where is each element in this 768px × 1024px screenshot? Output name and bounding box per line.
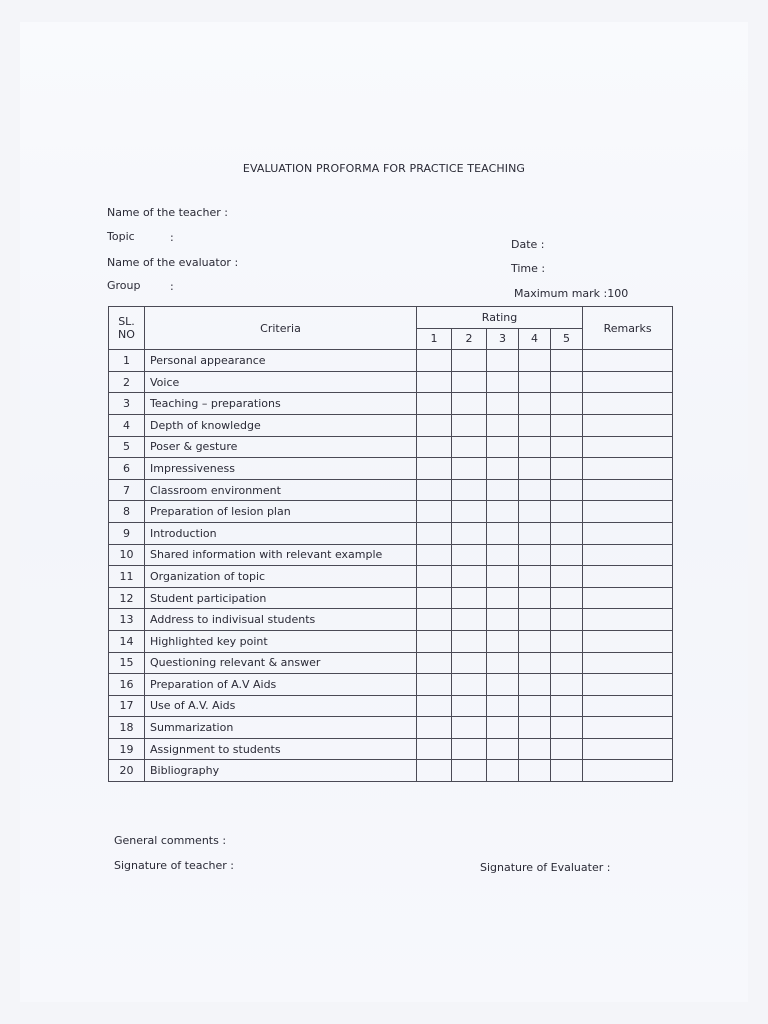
- row-criteria: Depth of knowledge: [145, 414, 417, 436]
- remarks-cell[interactable]: [583, 350, 673, 372]
- rating-cell-4[interactable]: [519, 414, 551, 436]
- rating-cell-1[interactable]: [417, 695, 452, 717]
- row-number: 3: [109, 393, 145, 415]
- rating-cell-1[interactable]: [417, 501, 452, 523]
- row-criteria: Classroom environment: [145, 479, 417, 501]
- rating-cell-5[interactable]: [551, 479, 583, 501]
- rating-cell-4[interactable]: [519, 566, 551, 588]
- remarks-cell[interactable]: [583, 652, 673, 674]
- table-row: [109, 695, 673, 717]
- rating-cell-1[interactable]: [417, 652, 452, 674]
- row-number: 12: [109, 587, 145, 609]
- rating-cell-5[interactable]: [551, 544, 583, 566]
- table-row: [109, 544, 673, 566]
- remarks-cell[interactable]: [583, 695, 673, 717]
- rating-cell-2[interactable]: [452, 760, 487, 782]
- rating-cell-4[interactable]: [519, 674, 551, 696]
- row-criteria: Assignment to students: [145, 738, 417, 760]
- table-row: [109, 717, 673, 739]
- rating-cell-2[interactable]: [452, 522, 487, 544]
- rating-cell-1[interactable]: [417, 738, 452, 760]
- rating-cell-1[interactable]: [417, 436, 452, 458]
- remarks-cell[interactable]: [583, 371, 673, 393]
- rating-col-4: 4: [519, 328, 551, 350]
- teacher-name-label: Name of the teacher :: [107, 206, 228, 219]
- table-row: [109, 436, 673, 458]
- rating-cell-2[interactable]: [452, 458, 487, 480]
- remarks-cell[interactable]: [583, 717, 673, 739]
- rating-cell-5[interactable]: [551, 458, 583, 480]
- row-number: 17: [109, 695, 145, 717]
- criteria-header: Criteria: [145, 307, 417, 350]
- rating-col-3: 3: [487, 328, 519, 350]
- rating-cell-5[interactable]: [551, 350, 583, 372]
- remarks-cell[interactable]: [583, 501, 673, 523]
- rating-header: Rating: [417, 307, 583, 329]
- rating-col-1: 1: [417, 328, 452, 350]
- remarks-cell[interactable]: [583, 674, 673, 696]
- rating-cell-3[interactable]: [487, 544, 519, 566]
- row-number: 8: [109, 501, 145, 523]
- rating-cell-4[interactable]: [519, 501, 551, 523]
- rating-cell-2[interactable]: [452, 609, 487, 631]
- rating-cell-3[interactable]: [487, 695, 519, 717]
- rating-cell-1[interactable]: [417, 393, 452, 415]
- row-criteria: Bibliography: [145, 760, 417, 782]
- rating-cell-4[interactable]: [519, 760, 551, 782]
- rating-cell-3[interactable]: [487, 350, 519, 372]
- rating-cell-5[interactable]: [551, 501, 583, 523]
- rating-cell-3[interactable]: [487, 522, 519, 544]
- rating-cell-4[interactable]: [519, 479, 551, 501]
- table-row: [109, 652, 673, 674]
- rating-cell-3[interactable]: [487, 630, 519, 652]
- rating-cell-2[interactable]: [452, 414, 487, 436]
- evaluation-table: [108, 306, 673, 782]
- rating-cell-1[interactable]: [417, 566, 452, 588]
- rating-cell-5[interactable]: [551, 566, 583, 588]
- rating-cell-1[interactable]: [417, 414, 452, 436]
- rating-cell-1[interactable]: [417, 544, 452, 566]
- rating-cell-3[interactable]: [487, 458, 519, 480]
- rating-cell-5[interactable]: [551, 760, 583, 782]
- rating-cell-3[interactable]: [487, 501, 519, 523]
- rating-cell-5[interactable]: [551, 738, 583, 760]
- row-number: 4: [109, 414, 145, 436]
- table-row: [109, 674, 673, 696]
- rating-cell-2[interactable]: [452, 695, 487, 717]
- rating-cell-4[interactable]: [519, 695, 551, 717]
- row-number: 11: [109, 566, 145, 588]
- rating-cell-3[interactable]: [487, 393, 519, 415]
- rating-cell-4[interactable]: [519, 436, 551, 458]
- remarks-header: Remarks: [583, 307, 673, 350]
- row-number: 20: [109, 760, 145, 782]
- rating-cell-2[interactable]: [452, 674, 487, 696]
- rating-cell-3[interactable]: [487, 587, 519, 609]
- rating-cell-2[interactable]: [452, 717, 487, 739]
- remarks-cell[interactable]: [583, 436, 673, 458]
- table-row: [109, 393, 673, 415]
- rating-cell-4[interactable]: [519, 544, 551, 566]
- row-number: 5: [109, 436, 145, 458]
- remarks-cell[interactable]: [583, 760, 673, 782]
- rating-cell-2[interactable]: [452, 738, 487, 760]
- form-title: EVALUATION PROFORMA FOR PRACTICE TEACHING: [242, 162, 526, 175]
- table-row: [109, 350, 673, 372]
- remarks-cell[interactable]: [583, 393, 673, 415]
- table-row: [109, 371, 673, 393]
- rating-cell-3[interactable]: [487, 414, 519, 436]
- rating-cell-4[interactable]: [519, 522, 551, 544]
- rating-cell-2[interactable]: [452, 544, 487, 566]
- rating-cell-4[interactable]: [519, 609, 551, 631]
- row-criteria: Highlighted key point: [145, 630, 417, 652]
- evaluator-signature-label: Signature of Evaluater :: [480, 861, 611, 874]
- remarks-cell[interactable]: [583, 522, 673, 544]
- row-number: 6: [109, 458, 145, 480]
- table-row: [109, 414, 673, 436]
- rating-cell-1[interactable]: [417, 717, 452, 739]
- rating-cell-1[interactable]: [417, 522, 452, 544]
- row-criteria: Impressiveness: [145, 458, 417, 480]
- rating-cell-1[interactable]: [417, 674, 452, 696]
- table-row: [109, 630, 673, 652]
- row-number: 13: [109, 609, 145, 631]
- rating-cell-5[interactable]: [551, 587, 583, 609]
- rating-cell-3[interactable]: [487, 760, 519, 782]
- rating-cell-5[interactable]: [551, 371, 583, 393]
- rating-cell-5[interactable]: [551, 414, 583, 436]
- row-number: 15: [109, 652, 145, 674]
- rating-cell-3[interactable]: [487, 609, 519, 631]
- table-row: [109, 587, 673, 609]
- rating-cell-5[interactable]: [551, 609, 583, 631]
- row-criteria: Poser & gesture: [145, 436, 417, 458]
- row-criteria: Personal appearance: [145, 350, 417, 372]
- row-criteria: Introduction: [145, 522, 417, 544]
- row-number: 7: [109, 479, 145, 501]
- evaluator-name-label: Name of the evaluator :: [107, 256, 239, 269]
- row-criteria: Voice: [145, 371, 417, 393]
- maximum-mark-label: Maximum mark :100: [514, 287, 629, 300]
- rating-cell-1[interactable]: [417, 609, 452, 631]
- rating-cell-4[interactable]: [519, 717, 551, 739]
- remarks-cell[interactable]: [583, 630, 673, 652]
- rating-cell-5[interactable]: [551, 522, 583, 544]
- rating-cell-1[interactable]: [417, 760, 452, 782]
- row-criteria: Student participation: [145, 587, 417, 609]
- row-number: 14: [109, 630, 145, 652]
- rating-cell-1[interactable]: [417, 458, 452, 480]
- rating-cell-4[interactable]: [519, 350, 551, 372]
- rating-cell-3[interactable]: [487, 566, 519, 588]
- rating-cell-2[interactable]: [452, 652, 487, 674]
- row-criteria: Teaching – preparations: [145, 393, 417, 415]
- table-row: [109, 609, 673, 631]
- row-number: 10: [109, 544, 145, 566]
- rating-cell-2[interactable]: [452, 371, 487, 393]
- rating-cell-2[interactable]: [452, 350, 487, 372]
- group-label: Group: [107, 279, 141, 292]
- rating-cell-5[interactable]: [551, 717, 583, 739]
- rating-cell-1[interactable]: [417, 350, 452, 372]
- rating-cell-4[interactable]: [519, 630, 551, 652]
- rating-cell-3[interactable]: [487, 436, 519, 458]
- rating-cell-5[interactable]: [551, 695, 583, 717]
- rating-cell-1[interactable]: [417, 587, 452, 609]
- rating-cell-4[interactable]: [519, 587, 551, 609]
- remarks-cell[interactable]: [583, 587, 673, 609]
- sl-no-header: [109, 307, 145, 350]
- remarks-cell[interactable]: [583, 738, 673, 760]
- rating-cell-5[interactable]: [551, 393, 583, 415]
- rating-cell-2[interactable]: [452, 566, 487, 588]
- table-row: [109, 458, 673, 480]
- rating-cell-4[interactable]: [519, 393, 551, 415]
- rating-cell-3[interactable]: [487, 371, 519, 393]
- sl-header-line2: NO: [118, 328, 135, 342]
- row-criteria: Organization of topic: [145, 566, 417, 588]
- table-header-row: [109, 307, 673, 329]
- remarks-cell[interactable]: [583, 544, 673, 566]
- row-criteria: Summarization: [145, 717, 417, 739]
- row-criteria: Address to indivisual students: [145, 609, 417, 631]
- rating-cell-3[interactable]: [487, 479, 519, 501]
- rating-cell-4[interactable]: [519, 738, 551, 760]
- row-criteria: Questioning relevant & answer: [145, 652, 417, 674]
- row-criteria: Preparation of lesion plan: [145, 501, 417, 523]
- rating-cell-3[interactable]: [487, 652, 519, 674]
- rating-cell-4[interactable]: [519, 371, 551, 393]
- row-number: 9: [109, 522, 145, 544]
- row-criteria: Use of A.V. Aids: [145, 695, 417, 717]
- rating-cell-2[interactable]: [452, 501, 487, 523]
- rating-cell-3[interactable]: [487, 717, 519, 739]
- row-number: 16: [109, 674, 145, 696]
- sl-header-line1: SL.: [118, 315, 135, 329]
- row-criteria: Shared information with relevant example: [145, 544, 417, 566]
- rating-cell-2[interactable]: [452, 630, 487, 652]
- rating-cell-1[interactable]: [417, 630, 452, 652]
- teacher-signature-label: Signature of teacher :: [114, 859, 234, 872]
- time-label: Time :: [511, 262, 546, 275]
- general-comments-label: General comments :: [114, 834, 227, 847]
- rating-cell-1[interactable]: [417, 371, 452, 393]
- remarks-cell[interactable]: [583, 479, 673, 501]
- topic-colon: :: [170, 231, 174, 244]
- remarks-cell[interactable]: [583, 414, 673, 436]
- row-number: 19: [109, 738, 145, 760]
- rating-col-2: 2: [452, 328, 487, 350]
- group-colon: :: [170, 280, 174, 293]
- rating-col-5: 5: [551, 328, 583, 350]
- table-row: [109, 522, 673, 544]
- row-criteria: Preparation of A.V Aids: [145, 674, 417, 696]
- rating-cell-5[interactable]: [551, 436, 583, 458]
- table-row: [109, 479, 673, 501]
- remarks-cell[interactable]: [583, 609, 673, 631]
- table-row: [109, 760, 673, 782]
- rating-cell-5[interactable]: [551, 674, 583, 696]
- table-row: [109, 738, 673, 760]
- rating-cell-2[interactable]: [452, 436, 487, 458]
- row-number: 2: [109, 371, 145, 393]
- row-number: 18: [109, 717, 145, 739]
- rating-cell-4[interactable]: [519, 458, 551, 480]
- rating-cell-2[interactable]: [452, 479, 487, 501]
- rating-cell-2[interactable]: [452, 393, 487, 415]
- rating-cell-3[interactable]: [487, 738, 519, 760]
- table-row: [109, 566, 673, 588]
- row-number: 1: [109, 350, 145, 372]
- date-label: Date :: [511, 238, 545, 251]
- rating-cell-5[interactable]: [551, 630, 583, 652]
- rating-cell-1[interactable]: [417, 479, 452, 501]
- rating-cell-2[interactable]: [452, 587, 487, 609]
- remarks-cell[interactable]: [583, 566, 673, 588]
- rating-cell-4[interactable]: [519, 652, 551, 674]
- rating-cell-3[interactable]: [487, 674, 519, 696]
- remarks-cell[interactable]: [583, 458, 673, 480]
- topic-label: Topic: [107, 230, 135, 243]
- rating-cell-5[interactable]: [551, 652, 583, 674]
- table-row: [109, 501, 673, 523]
